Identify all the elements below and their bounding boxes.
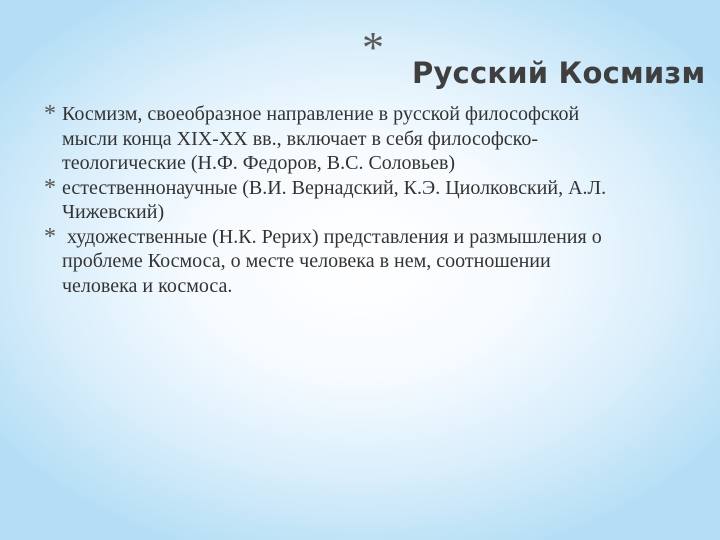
bullet-text-line: Космизм, своеобразное направление в русской философской <box>62 103 580 125</box>
asterisk-bullet-icon: * <box>44 223 56 250</box>
bullet-text-line: Чижевский) <box>62 201 165 223</box>
bullet-item-natural-science <box>40 176 680 225</box>
bullet-text-line: проблеме Космоса, о месте человека в нем, соотношении <box>62 250 551 272</box>
slide-title: Русский Космизм <box>412 56 706 90</box>
asterisk-bullet-icon: * <box>44 174 56 201</box>
bullet-text-line: теологические (Н.Ф. Федоров, В.С. Соловьев) <box>62 152 456 174</box>
bullet-text-line: художественные (Н.К. Рерих) представления и размышления о <box>62 225 602 248</box>
bullet-item-artistic <box>40 225 680 299</box>
bullet-text-line: естественнонаучные (В.И. Вернадский, К.Э. Циолковский, А.Л. <box>62 176 607 199</box>
bullet-list <box>40 102 680 298</box>
asterisk-bullet-icon: * <box>44 101 56 127</box>
bullet-text-line: мысли конца XIX-XX вв., включает в себя философско- <box>62 127 539 150</box>
title-asterisk-icon: * <box>362 23 384 72</box>
title-row <box>362 23 712 96</box>
bullet-item-cosmism <box>40 102 680 176</box>
bullet-text-line: человека и космоса. <box>62 274 233 297</box>
